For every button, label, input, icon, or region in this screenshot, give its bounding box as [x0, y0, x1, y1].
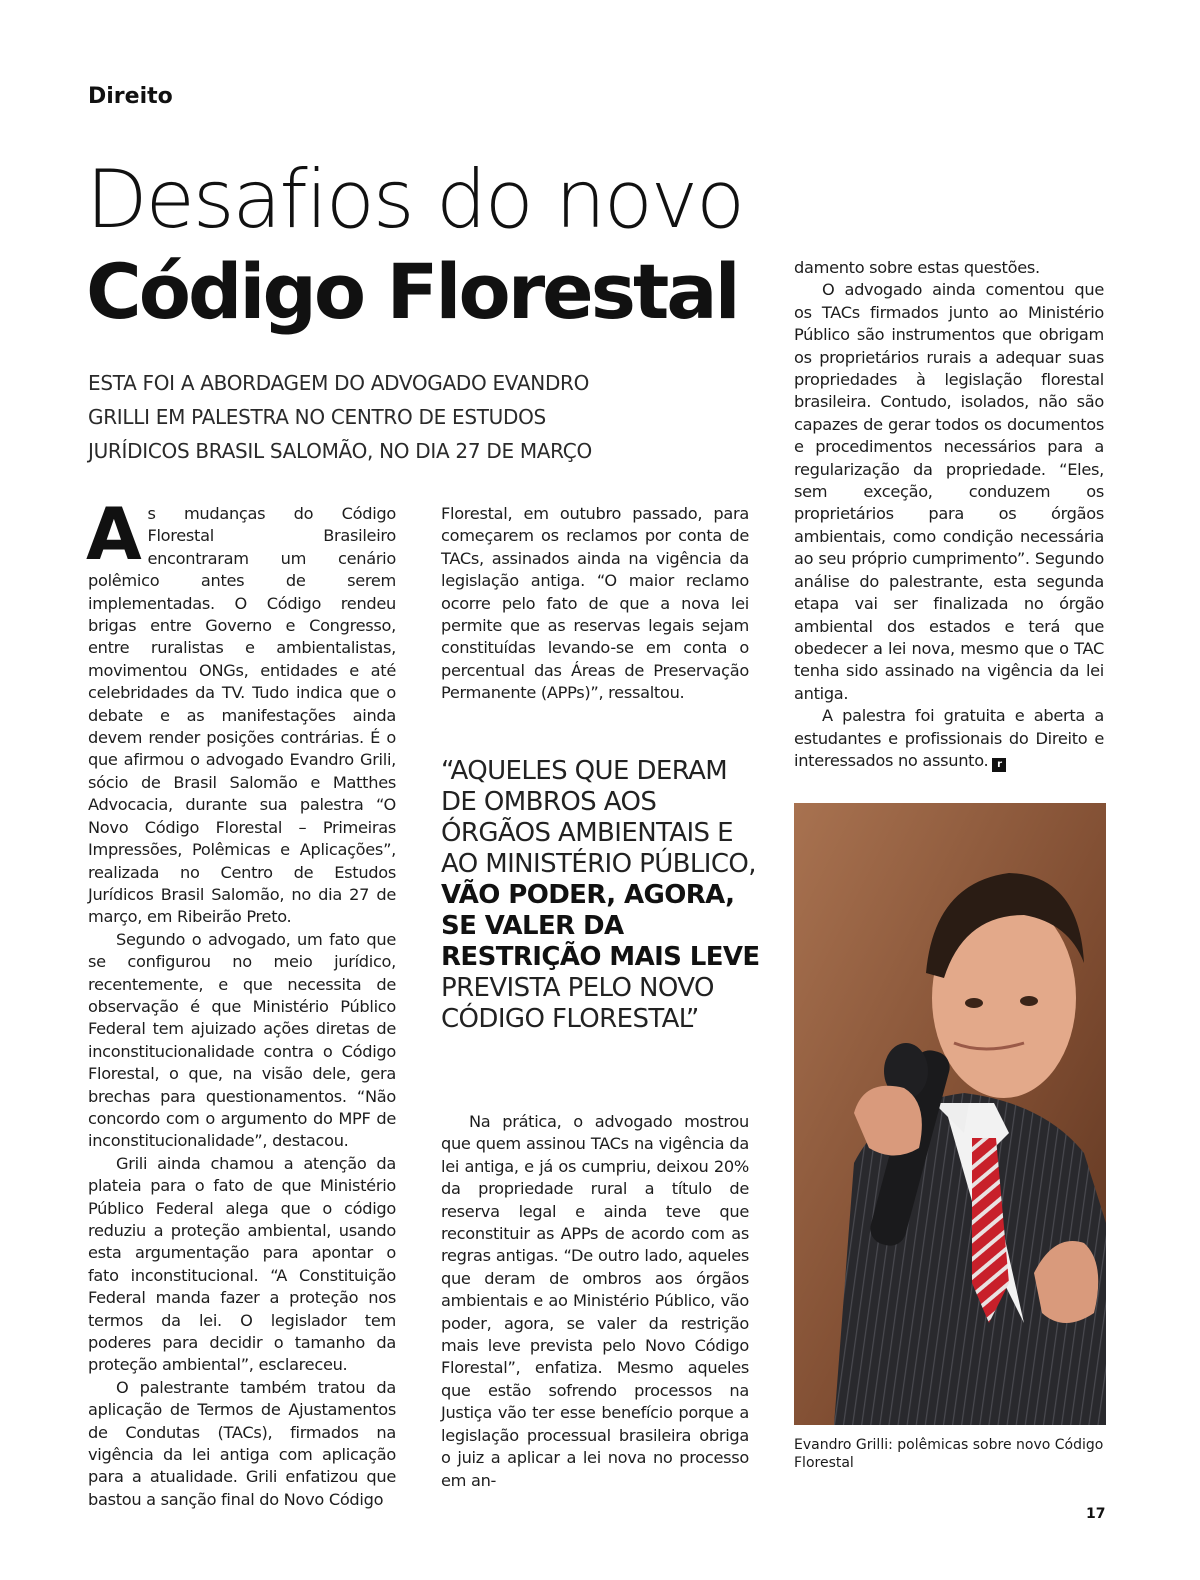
drop-cap: A: [86, 492, 142, 576]
pull-quote-text: “AQUELES QUE DERAM DE OMBROS AOS ÓRGÃOS AMBIENTAIS E AO MINISTÉRIO PÚBLICO,: [441, 756, 756, 879]
headline-line-1: Desafios do novo: [86, 153, 744, 246]
end-mark-icon: r: [992, 758, 1006, 772]
subheadline-line: ESTA FOI A ABORDAGEM DO ADVOGADO EVANDRO: [88, 371, 590, 395]
body-paragraph: O advogado ainda comentou que os TACs firmados junto ao Ministério Público são instrumentos que obrigam os proprietários rurais a adequar suas propriedades à legislação florestal brasileira. Contudo, isolados, não são capazes de gerar todos os documentos e procedimentos necessários para a regularização da propriedade. “Eles, sem exceção, conduzem os proprietários para os órgãos ambientais, como condição necessária ao seu próprio cumprimento”. Segundo análise do palestrante, esta segunda etapa vai ser finalizada no órgão ambiental dos estados e terá que obedecer a lei nova, mesmo que o TAC tenha sido assinado na vigência da lei antiga.: [794, 280, 1104, 703]
speaker-illustration: [794, 803, 1106, 1425]
pull-quote-text: PREVISTA PELO NOVO CÓDIGO FLORESTAL”: [441, 973, 714, 1034]
body-paragraph: Na prática, o advogado mostrou que quem assinou TACs na vigência da lei antiga, e já os cumpriu, deixou 20% da propriedade rural a título de reserva legal e ainda teve que reconstituir as APPs de acordo com as regras antigas. “De outro lado, aqueles que deram de ombros aos órgãos ambientais e ao Ministério Público, vão poder, agora, se valer da restrição mais leve prevista pelo Novo Código Florestal”, enfatiza. Mesmo aqueles que estão sofrendo processos na Justiça vão ter esse benefício porque a legislação processual brasileira obriga o juiz a aplicar a lei nova no processo em an-: [441, 1112, 749, 1490]
body-paragraph: damento sobre estas questões.: [794, 258, 1040, 277]
body-paragraph: [86, 492, 396, 929]
subheadline: [88, 366, 592, 468]
paragraph-text: s mudanças do Código Florestal Brasileiro encontraram um cenário polêmico antes de serem implementadas. O Código rendeu brigas entre Governo e Congresso, entre ruralistas e ambientalistas, movimentou ONGs, entidades e até celebridades da TV. Tudo indica que o debate e as manifestações ainda devem render posições contrárias. É o que afirmou o advogado Evandro Grili, sócio de Brasil Salomão e Matthes Advocacia, durante sua palestra “O Novo Código Florestal – Primeiras Impressões, Polêmicas e Aplicações”, realizada no Centro de Estudos Jurídicos Brasil Salomão, no dia 27 de março, em Ribeirão Preto.: [88, 504, 396, 927]
body-paragraph: O palestrante também tratou da aplicação de Termos de Ajustamentos de Condutas (TACs), firmados na vigência da lei antiga com aplicação para a atualidade. Grili enfatizou que bastou a sanção final do Novo Código: [88, 1377, 396, 1509]
subheadline-line: JURÍDICOS BRASIL SALOMÃO, NO DIA 27 DE MARÇO: [88, 439, 592, 463]
page-number: 17: [1086, 1506, 1106, 1522]
headline-line-2: Código Florestal: [86, 247, 738, 336]
body-column-2-top: [441, 503, 749, 705]
speaker-photo: [794, 803, 1106, 1425]
body-paragraph: Florestal, em outubro passado, para começarem os reclamos por conta de TACs, assinados ainda na vigência da legislação antiga. “O maior reclamo ocorre pelo fato de que a nova lei permite que as reservas legais sejam constituídas levando-se em conta o percentual das Áreas de Preservação Permanente (APPs)”, ressaltou.: [441, 504, 749, 703]
photo-caption: Evandro Grilli: polêmicas sobre novo Código Florestal: [794, 1437, 1104, 1471]
pull-quote: [441, 756, 761, 1035]
body-column-1: [86, 492, 396, 1511]
body-paragraph: Segundo o advogado, um fato que se configurou no meio jurídico, recentemente, e que necessita de observação é que Ministério Público Federal tem ajuizado ações diretas de inconstitucionalidade contra o Código Florestal, o que, na visão dele, gera brechas para questionamentos. “Não concordo com o argumento do MPF de inconstitucionalidade”, destacou.: [88, 929, 396, 1151]
body-column-3: [794, 257, 1104, 772]
paragraph-text: A palestra foi gratuita e aberta a estudantes e profissionais do Direito e interessados no assunto.: [794, 706, 1104, 770]
body-paragraph: [794, 705, 1104, 772]
subheadline-line: GRILLI EM PALESTRA NO CENTRO DE ESTUDOS: [88, 405, 546, 429]
section-label: Direito: [88, 84, 173, 109]
pull-quote-emphasis: VÃO PODER, AGORA, SE VALER DA RESTRIÇÃO MAIS LEVE: [441, 880, 760, 972]
body-paragraph: Grili ainda chamou a atenção da plateia para o fato de que Ministério Público Federal alega que o código reduziu a proteção ambiental, usando esta argumentação para apontar o fato inconstitucional. “A Constituição Federal manda fazer a proteção nos termos da lei. O legislador tem poderes para decidir o tamanho da proteção ambiental”, esclareceu.: [88, 1153, 396, 1375]
body-column-2-bottom: [441, 1111, 749, 1492]
